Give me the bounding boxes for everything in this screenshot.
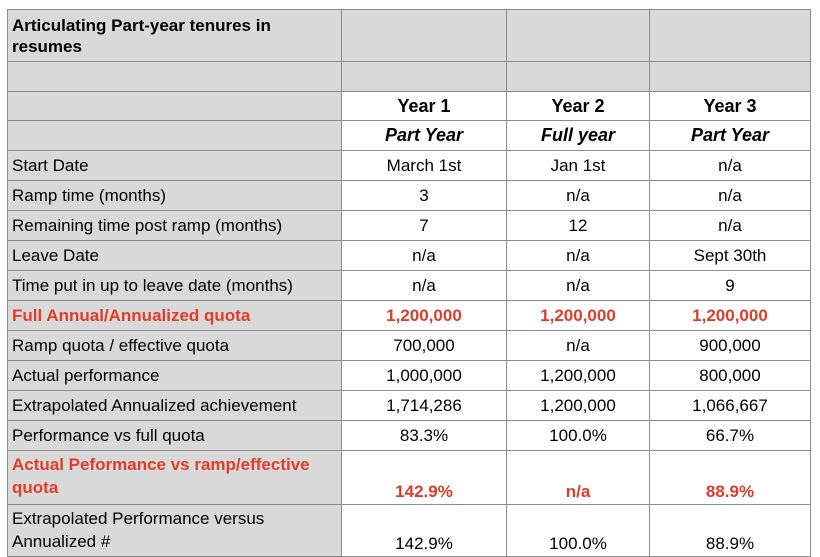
table-row (8, 505, 811, 557)
year-1-header: Year 1 (342, 92, 507, 121)
row-value-year-3: 1,066,667 (650, 391, 811, 421)
tenure-type-year-3: Part Year (650, 121, 811, 151)
row-value-year-2: 100.0% (507, 505, 650, 557)
row-label: Remaining time post ramp (months) (8, 211, 342, 241)
row-value-year-1: 1,000,000 (342, 361, 507, 391)
row-label: Ramp time (months) (8, 181, 342, 211)
row-value-year-2: 100.0% (507, 421, 650, 451)
row-label: Leave Date (8, 241, 342, 271)
tenure-type-blank (8, 121, 342, 151)
data-rows (8, 151, 811, 557)
row-value-year-3: 88.9% (650, 505, 811, 557)
row-value-year-1: 1,714,286 (342, 391, 507, 421)
row-label: Ramp quota / effective quota (8, 331, 342, 361)
title-row (8, 10, 811, 62)
title-row-cell (342, 10, 507, 62)
row-value-year-1: 7 (342, 211, 507, 241)
table-row (8, 151, 811, 181)
row-value-year-2: 1,200,000 (507, 361, 650, 391)
table-title: Articulating Part-year tenures in resumes (8, 10, 342, 62)
spacer-cell (8, 62, 342, 92)
year-3-header: Year 3 (650, 92, 811, 121)
row-value-year-2: n/a (507, 181, 650, 211)
row-value-year-3: n/a (650, 181, 811, 211)
spacer-cell (650, 62, 811, 92)
tenure-type-row (8, 121, 811, 151)
row-value-year-1: 1,200,000 (342, 301, 507, 331)
row-label: Extrapolated Annualized achievement (8, 391, 342, 421)
spacer-cell (342, 62, 507, 92)
row-value-year-1: n/a (342, 241, 507, 271)
year-header-row (8, 92, 811, 121)
table-row (8, 391, 811, 421)
row-value-year-1: 142.9% (342, 451, 507, 505)
row-value-year-2: n/a (507, 241, 650, 271)
spacer-cell (507, 62, 650, 92)
year-header-blank (8, 92, 342, 121)
tenure-type-year-2: Full year (507, 121, 650, 151)
title-row-cell (650, 10, 811, 62)
table-row (8, 301, 811, 331)
row-value-year-1: 700,000 (342, 331, 507, 361)
row-value-year-3: 66.7% (650, 421, 811, 451)
tenure-table (7, 9, 811, 557)
row-value-year-3: 9 (650, 271, 811, 301)
row-value-year-1: n/a (342, 271, 507, 301)
row-value-year-2: 1,200,000 (507, 301, 650, 331)
row-value-year-3: 1,200,000 (650, 301, 811, 331)
row-label: Full Annual/Annualized quota (8, 301, 342, 331)
title-row-cell (507, 10, 650, 62)
year-2-header: Year 2 (507, 92, 650, 121)
row-label: Start Date (8, 151, 342, 181)
table-row (8, 271, 811, 301)
row-value-year-3: 800,000 (650, 361, 811, 391)
tenure-type-year-1: Part Year (342, 121, 507, 151)
row-value-year-3: n/a (650, 211, 811, 241)
row-value-year-1: 142.9% (342, 505, 507, 557)
table-row (8, 421, 811, 451)
table-row (8, 181, 811, 211)
row-value-year-1: 3 (342, 181, 507, 211)
row-label: Extrapolated Performance versus Annualized # (8, 505, 342, 557)
row-label: Performance vs full quota (8, 421, 342, 451)
table-row (8, 241, 811, 271)
row-value-year-2: n/a (507, 331, 650, 361)
row-value-year-2: Jan 1st (507, 151, 650, 181)
row-value-year-2: 12 (507, 211, 650, 241)
table-row (8, 211, 811, 241)
row-value-year-2: 1,200,000 (507, 391, 650, 421)
row-value-year-3: 88.9% (650, 451, 811, 505)
table-row (8, 331, 811, 361)
table-row (8, 451, 811, 505)
row-label: Actual Peformance vs ramp/effective quota (8, 451, 342, 505)
row-value-year-1: 83.3% (342, 421, 507, 451)
row-value-year-3: n/a (650, 151, 811, 181)
row-value-year-1: March 1st (342, 151, 507, 181)
row-label: Actual performance (8, 361, 342, 391)
row-value-year-2: n/a (507, 271, 650, 301)
row-value-year-3: 900,000 (650, 331, 811, 361)
table-row (8, 361, 811, 391)
row-label: Time put in up to leave date (months) (8, 271, 342, 301)
spacer-row (8, 62, 811, 92)
row-value-year-3: Sept 30th (650, 241, 811, 271)
row-value-year-2: n/a (507, 451, 650, 505)
